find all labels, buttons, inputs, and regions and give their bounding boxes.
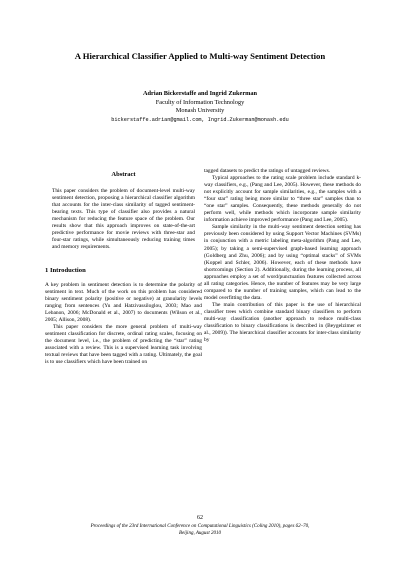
intro-paragraph-1: A key problem in sentiment detection is to determine the polarity of sentiment in text. Much of the work on this problem has considered binary sentiment polarity (positive or negative) at granularity levels ranging from sentences (Yu and Hatzivassiloglou, 2003; Mao and Lebanon, 2006; McDonald et al., 2007) to documents (Wilson et al., 2005; Allison, 2008). — [45, 281, 202, 323]
page-footer — [0, 515, 400, 537]
right-paragraph-3: Sample similarity in the multi-way sentiment detection setting has previously been considered by using Support Vector Machines (SVMs) in conjunction with a metric labeling meta-algorithm (Pang and Lee, 2005); by taking a semi-supervised graph-based learning approach (Goldberg and Zhu, 2006); and by using “optimal stacks” of SVMs (Koppel and Schler, 2006). However, each of these methods have shortcomings (Section 2). Additionally, during the learning process, all approaches employ a set of word/punctuation features collected across all rating categories. Hence, the number of features may be very large compared to the number of training samples, which can lead to the model overfitting the data. — [204, 224, 361, 301]
intro-paragraph-2: This paper considers the more general problem of multi-way sentiment classification for discrete, ordinal rating scales, focusing on the document level, i.e., the problem of predicting the “star” rating associated with a review. This is a supervised learning task involving textual reviews that have been tagged with a rating. Ultimately, the goal is to use classifiers which have been trained on — [45, 323, 202, 366]
right-column — [204, 168, 361, 344]
author-emails: bickerstaffe.adrian@gmail.com, Ingrid.Zukerman@monash.edu — [111, 117, 289, 124]
author-block — [0, 90, 400, 125]
proceedings-citation: Proceedings of the 23rd International Conference on Computational Linguistics (Coling 2010), pages 62–70, — [90, 524, 310, 530]
left-column — [45, 168, 202, 366]
right-paragraph-2: Typical approaches to the rating scale problem include standard k-way classifiers, e.g., (Pang and Lee, 2005). However, these methods do not explicitly account for sample similarities, e.g., the samples with a “four star” rating being more similar to “three star” samples than to “one star” samples. Consequently, these methods generally do not perform well, while methods which incorporate sample similarity information achieve improved performance (Pang and Lee, 2005). — [204, 175, 361, 224]
affiliation: Faculty of Information Technology — [155, 98, 245, 106]
abstract-heading: Abstract — [111, 171, 136, 178]
section-heading-introduction: 1 Introduction — [45, 267, 86, 275]
right-paragraph-4: The main contribution of this paper is the use of hierarchical classifier trees which combine standard binary classifiers to perform multi-way classification (another approach to reduce multi-class classification to binary classifications is described in (Beygelzimer et al., 2009)). The hierarchical classifier accounts for inter-class similarity by — [204, 301, 361, 344]
institution: Monash University — [175, 107, 225, 115]
paper-title: A Hierarchical Classifier Applied to Multi-way Sentiment Detection — [74, 51, 326, 61]
author-names: Adrian Bickerstaffe and Ingrid Zukerman — [142, 90, 258, 97]
page-number: 62 — [197, 515, 203, 521]
right-paragraph-1: tagged datasets to predict the ratings of untagged reviews. — [204, 168, 331, 174]
abstract-text: This paper considers the problem of document-level multi-way sentiment detection, proposing a hierarchical classifier algorithm that accounts for the inter-class similarity of tagged sentiment-bearing texts. This type of classifier also provides a natural mechanism for reducing the feature space of the problem. Our results show that this approach improves on state-of-the-art predictive performance for movie reviews with three-star and four-star ratings, while simultaneously reducing training times and memory requirements. — [52, 188, 195, 251]
proceedings-location: Beijing, August 2010 — [179, 530, 221, 536]
